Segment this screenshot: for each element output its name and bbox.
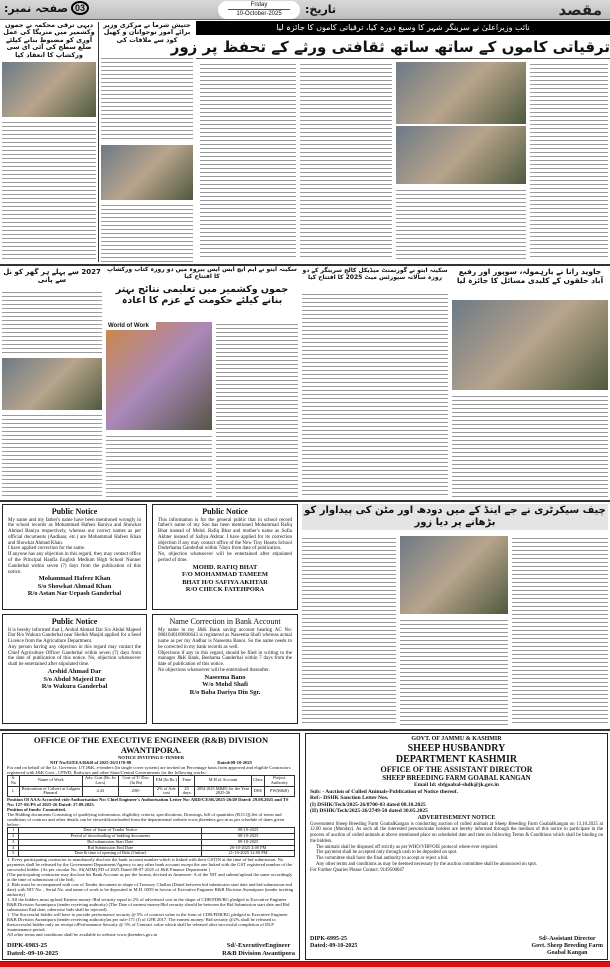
left-story-headline: دیہی ترقی محکمہ نے جموں وکشمیر میں منریگا کی عمل آوری کو مضبوط بنانے کیلئے ضلع سطح کی آئی ای سی ورکشاپ کا انعقاد کیا	[3, 21, 95, 59]
tender-subtitle: NOTICE INVITING E-TENDER	[117, 755, 185, 760]
dept-line: SHEEP HUSBANDRY	[407, 743, 506, 754]
left-story-photo	[2, 62, 96, 117]
works-cell: 3054 (023 M&R) for the Year 2025-26	[194, 786, 251, 797]
works-cell: Restoration of Culvert at Lalgam Pinnard.	[19, 786, 82, 797]
nit-date: Dated:08-10-2025	[217, 760, 252, 765]
left-story-text	[101, 203, 193, 262]
works-cell: DEE	[252, 786, 265, 797]
main-story-text	[530, 62, 608, 260]
chief-secretary-text	[302, 536, 396, 726]
page-number	[4, 1, 89, 15]
left-story-photo	[101, 145, 193, 200]
notice-signature: S/o Abdul Majeed Dar	[43, 675, 106, 683]
tender-term: All other terms and conditions shall be available in website www.jktenders.gov.in	[7, 932, 158, 938]
chief-secretary-text	[400, 618, 508, 726]
notice-text: No, objection whatsoever will be entertained after stipulated period of time.	[158, 552, 292, 564]
schedule-table	[7, 827, 295, 857]
story-2027-photo	[2, 358, 102, 410]
notice-signature: BHAT H/O SAFIYA AKHTAR	[182, 578, 268, 586]
notice-signature: R/o Wakura Ganderbal	[41, 683, 108, 691]
right-story-text	[302, 292, 448, 498]
notice-title: Name Correction in Bank Account	[169, 617, 281, 626]
notice-signature: Arshid Ahmad Dar	[47, 668, 102, 676]
works-header-cell: Project Authority	[264, 776, 294, 787]
advertisement-body: Government Sheep Breeding Farm GoabalKangan is conducting auction of culled animals at Sheep Breeding Farm GoabalKangan on 13.10.2025 at 12.00 noon (Monday). As such all the interested persons/stake holders are hereby informed through the medium of this notice to participate in the process of auction of culled animals at above mentioned place on scheduled date and time on following Terms & Conditions which shall be binding on the bidders.	[310, 821, 603, 844]
works-cell: 200/-	[118, 786, 153, 797]
dipk-number: DIPK-6995-25	[310, 936, 347, 942]
notice-text: No objections whatsoever will be entertained thereafter.	[158, 668, 270, 674]
signatory: Sd/-ExecutiveEngineer	[226, 942, 291, 949]
schedule-cell: 5	[8, 851, 19, 857]
right-story-text	[452, 394, 608, 498]
notice-signature: Naseema Bano	[204, 673, 246, 681]
subject: Sub: - Auction of Culled Animals-Publication of Notice thereof.	[310, 788, 458, 795]
works-header-cell: Name of Work	[19, 776, 82, 787]
reference-item: (II) DSHK/Tech/2025-26/2749-50 dated 30.05.2025	[310, 808, 428, 814]
page-number-label: صفحہ نمبر:	[4, 1, 68, 15]
schedule-cell: Period of downloading of bidding documents	[19, 833, 202, 839]
right-story-headline: جاوید رانا نے بارہمولہ، سوپور اور رفیع آباد حلقوں کے کلیدی مسائل کا جائزہ لیا	[456, 267, 604, 285]
works-header-cell: Adv. Cost (Rs. In Lacs)	[82, 776, 118, 787]
notice-text: Any person having any objection in this regard may contact the Chief Agriculture Officer Ganderbal within seven (7) days from the date of publication of this notice. No, objection whatsoever shall be entertained after stipulated time.	[8, 644, 141, 668]
notice-text: I have applied correction for the same.	[8, 546, 86, 552]
tender-term: 1. All the bidders must upload Earnest money /Bid security equal to 2% of advertised cost in the shape of CDR/FDR/BG pledged to Executive Engineer R&B Division Awantipora (tender receiving authority) (The Date of earnest money/Bid security should be between the Bid Submission start date and Bid submission End date, otherwise bids shall be rejected).	[7, 897, 290, 913]
notice-signature: MOHD. RAFIQ BHAT	[192, 563, 258, 571]
story-2027-text	[2, 413, 102, 498]
right-story-headline: سکینہ ایتو نے گورنمنٹ میڈیکل کالج سرینگر کے دو روزہ سالانہ سپورٹس میٹ 2025 کا افتتاح کیا	[302, 267, 448, 281]
auction-term: Any other terms and conditions as may be deemed necessary by the auction committee shall be announced on spot.	[316, 862, 537, 868]
tender-term: (The participating contractor may disclose his Bank Account as per the format, devised as Annexure- A of the NIT and submit/upload the same accordingly at the time of submission of the bid).	[7, 872, 293, 883]
date-label: تاریخ:	[305, 3, 337, 16]
main-story-headline: ترقیاتی کاموں کے ساتھ ساتھ ثقافتی ورثے کے تحفظ پر زور	[196, 35, 610, 59]
notice-text: If anyone has any objection in this regard, they may contact office of the Principal Hanfia English Medium High School Nunner Ganderbal within seven (7) days from the publication of this notice.	[8, 552, 141, 575]
signatory-office: R&B Division Awantipora	[222, 949, 295, 957]
notice-text: This information is for the general public that in school record father's name of my Son has been mentioned Mohammad Rafiq Bhat instead of Mohd. Rafiq Bhat and mother's name as Sofia Akhter instead of Safiya Akhtar. I have applied for its correction objection if any may contact office of the New Tiny Hearts School Duderhama Ganderbal within 7days from date of publication.	[158, 517, 292, 552]
section-rule	[0, 500, 610, 502]
works-cell: PW(R&B)	[264, 786, 294, 797]
works-cell: 25 days	[179, 786, 194, 797]
public-notice	[152, 504, 298, 610]
section-rule	[0, 729, 610, 731]
works-header-cell: Time	[179, 776, 194, 787]
works-cell: 4.43	[82, 786, 118, 797]
chief-secretary-photo	[400, 536, 508, 614]
email: Email Id: sbfgoabal-shdk@jk.gov.in	[414, 782, 499, 788]
office-line: OFFICE OF THE ASSISTANT DIRECTOR	[380, 765, 533, 774]
middle-story-text	[106, 434, 212, 498]
schedule-cell: Date & time of opening of Bids (Online)	[19, 851, 202, 857]
public-notice	[2, 504, 147, 610]
works-cell: 1.	[8, 786, 20, 797]
auction-term: The payment shall be accepted only through cash to be deposited on spot.	[316, 850, 458, 856]
tender-term: 1. The Successful bidder will have to provide performance security @ 5% of contract value in the form of CDR/FDR/BG pledged to Executive Engineer R&B Division Awantipora (tender receiving authority)as per rule-171 (I) of GFR 2017. The earnest money/ Bid security @2% shall be released to thesuccessful bidder only on receipt ofPerformance Security @ 5% of Contract value which shall be released after successful completion of DLP /maintenance period.	[7, 912, 288, 933]
notice-signature: W/o Mohd Shafi	[202, 681, 248, 689]
schedule-cell: 21-10-2025 12:00 PM	[202, 851, 295, 857]
tender-term: 2. Bids must be accompanied with cost of Tender document in shape of Treasury Challan (Dated between bid submission start date and bid submission end date) with NIT No. , Serial No. and name of work to be deposited in M.H. 0059 in favour of Executive Engineer R&B Division Awantipora (tender inviting authority)	[7, 882, 294, 898]
schedule-cell: Bid submission Start Date	[19, 839, 202, 845]
tender-title: OFFICE OF THE EXECUTIVE ENGINEER (R&B) DIVISION AWANTIPORA.	[33, 735, 269, 755]
section-rule	[0, 264, 610, 266]
dipk-number: DIPK-6983-25	[7, 942, 48, 949]
works-header-cell: M.H of Account	[194, 776, 251, 787]
newspaper-logo: مقصد	[558, 1, 602, 19]
middle-story-kicker: سکینہ ایتو نے ایم ایچ ایس ایس بیروہ میں دو روزہ کتاب ورکشاپ کا افتتاح کیا	[107, 266, 297, 280]
dept-line: DEPARTMENT KASHMIR	[395, 754, 518, 765]
notice-text: My name in my J&K Bank saving account bearing AC No: 0081040109006643 is registered as Naseema Shafi whereas actual name as per my Aadhar is Naseema Banoi. So the name needs to be corrected in my bank records as well.	[158, 627, 292, 650]
public-notice	[2, 614, 147, 724]
contact-line: For Further Quaries Please Contact: 9149500047	[310, 867, 405, 873]
auction-term: The committee shall have the final authority to accept or reject a bid.	[316, 856, 449, 862]
notice-text: My name and my father's name have been mentioned wrongly in the school records as Mohammad Hafeez Baniya and Showkat Ahmad Baniya respectively, whereas our correct names as per official documents (Aadhaar, etc.) are Mohammad Hafeez Khan and Showkat Ahmad Khan.	[8, 517, 141, 546]
reference: Ref:- DSHK Sanction Letter Nos.	[310, 795, 389, 801]
sheep-dated: Dated:-09-10-2025	[310, 943, 358, 949]
main-story-photo	[396, 126, 526, 184]
schedule-cell: 2	[8, 833, 19, 839]
day: Friday	[228, 1, 290, 10]
bank-name-correction-notice	[152, 614, 298, 724]
notice-signature: R/o Astan Nar Urpash Ganderbal	[27, 590, 122, 598]
story-2027-text	[2, 290, 102, 355]
tender-intro: For and on behalf of the Lt. Governor, UT J&K, e-tenders (In single cover system) are invited on Percentage basis from approved and eligible Contractors registered with J&K Govt., CPWD, Railways and other State/Central Governments for the following works:-	[7, 765, 291, 775]
notice-signature: S/o Showkat Ahmad Khan	[37, 582, 112, 590]
schedule-cell: 08-10-2025	[202, 833, 295, 839]
schedule-cell: Bid Submission End Date	[19, 845, 202, 851]
works-cell: 2% of Adv cost	[154, 786, 179, 797]
middle-story-text	[216, 322, 298, 498]
column-rule	[98, 22, 99, 262]
chief-secretary-text	[512, 536, 608, 726]
story-2027-headline: 2027 سے پہلے ہر گھر کو نل سے پانی	[3, 268, 101, 285]
right-story-photo	[452, 300, 608, 390]
schedule-cell: 20-10-2025 4:00 PM	[202, 845, 295, 851]
footer-bar	[0, 961, 610, 967]
left-story-text	[101, 56, 193, 142]
works-header-cell: Cost of T/ Doc. (In Rs)	[118, 776, 153, 787]
tender-term: 1. Every participating contractor to mandatorily disclose the bank account number which is linked with their GSTIN at the time of bid submission. No payments shall be released by the Government Department/Agency to any other bank account except the one linked with the GST registered number of the successful bidder. (As per circular No. 03(ADM) FD of 2025 Dated 08-07-2025 of J&K Finance Department )	[7, 857, 293, 873]
farm-line: SHEEP BREEDING FARM GOABAL KANGAN	[382, 774, 531, 782]
main-story-text	[396, 188, 526, 260]
notice-signature: R/O CHECK FATEHPORA	[185, 586, 265, 594]
left-story-text	[2, 120, 96, 262]
chief-secretary-headline: چیف سیکرٹری نے جے اینڈ کے میں دودھ اور مٹن کی پیداوار کو بڑھانے پر دیا زور	[302, 504, 608, 530]
notice-title: Public Notice	[51, 507, 98, 516]
works-header-cell: S. No	[8, 776, 20, 787]
works-header-cell: Class	[252, 776, 265, 787]
date: 10-October-2025	[236, 11, 282, 17]
signatory-office: Govt. Sheep Breeding Farm	[531, 943, 603, 949]
notice-title: Public Notice	[51, 617, 98, 626]
main-story-photo	[396, 62, 526, 124]
sheep-husbandry-advertisement	[305, 733, 608, 960]
notice-signature: Mohammad Hafeez Khan	[38, 575, 111, 583]
notice-text: Objections if any in this regard, should be filed in writing to the manager J&K Bank, Beehama Ganderbal within 7 days from the date of publication of this notice.	[158, 650, 292, 668]
notice-text: It is hereby informed that I, Arshid Ahmad Dar S/o Abdul Majeed Dar R/o Wakura Ganderbal near Sheikh Masjid applied for a Seed Licence from the Agriculture Department.	[8, 627, 141, 645]
left-story-headline: جتیش شرما نے مرکزی وزیر برائے امور نوجوانان و کھیل کود سے ملاقات کی	[103, 21, 191, 44]
schedule-cell: 4	[8, 845, 19, 851]
bidding-text: The Bidding documents Consisting of qualifying information, eligibility criteria, specifications, Drawings, bill of quantities (B.O.Q),Set of terms and conditions of contract and other details can be viewed/downloaded from the departmental website www.jktenders.gov.in as per schedule of dates given below-.	[7, 812, 285, 828]
schedule-cell: 1	[8, 828, 19, 834]
masthead	[0, 0, 610, 20]
middle-story-headline: جموں وکشمیر میں تعلیمی نتائج بہتر بنانے کیلئے حکومت کے عزم کا اعادہ	[115, 284, 289, 306]
tender-advertisement	[2, 733, 300, 960]
govt-line: GOVT. OF JAMMU & KASHMIR	[411, 736, 502, 742]
works-header-cell: EM (In Rs.)	[154, 776, 179, 787]
schedule-cell: 3	[8, 839, 19, 845]
main-story-text	[300, 62, 392, 260]
aaa-position: Position Of AAA:Accorded vide Authorisation No: Chief Engineer's Authorisation Letter No: ARD/CESK/2025-26/49 Dated: 29.08.2025 and TS No: 127-SE/PS of 2025-26 Dated: 27.09.2025.	[7, 797, 289, 808]
schedule-cell: Date of Issue of Tender Notice	[19, 828, 202, 834]
notice-title: Public Notice	[202, 507, 248, 516]
reference-item: (I) DSHK/Tech/2025-26/8700-03 dated 08.10.2025	[310, 801, 426, 808]
main-story-banner: نائب وزیراعلیٰ نے سرینگر شہر کا وسیع دورہ کیا، ترقیاتی کاموں کا جائزہ لیا	[196, 21, 610, 35]
schedule-cell: 08-10-2025	[202, 828, 295, 834]
signatory: Sd/-Assistant Director	[538, 936, 596, 942]
notice-signature: R/o Baba Dariya Din Sgr.	[189, 688, 261, 696]
signatory-place: Goabal Kangan	[546, 950, 588, 956]
nit-number: NIT No:82/EEA/R&B of 2025-26/5170-80	[50, 760, 132, 765]
funds-position: Position of funds: Committed.	[7, 807, 66, 813]
tender-dated: Dated:-09-10-2025	[7, 949, 59, 957]
advertisement-heading: ADVERTISEMENT NOTICE	[417, 814, 496, 821]
date-box	[218, 1, 300, 19]
page-number-value: 03	[71, 1, 89, 15]
auction-term: The animals shall be disposed off strictly as per WHO/VHP/OIE protocol where ever required.	[316, 844, 499, 850]
schedule-row	[8, 851, 295, 857]
main-story-text	[200, 62, 296, 260]
works-table	[7, 775, 295, 797]
schedule-cell: 09-10-2025	[202, 839, 295, 845]
photo-caption-text: World of Work	[106, 322, 156, 330]
notice-signature: F/O MOHAMMAD TAMEEM	[181, 571, 269, 579]
middle-story-photo	[106, 322, 212, 430]
